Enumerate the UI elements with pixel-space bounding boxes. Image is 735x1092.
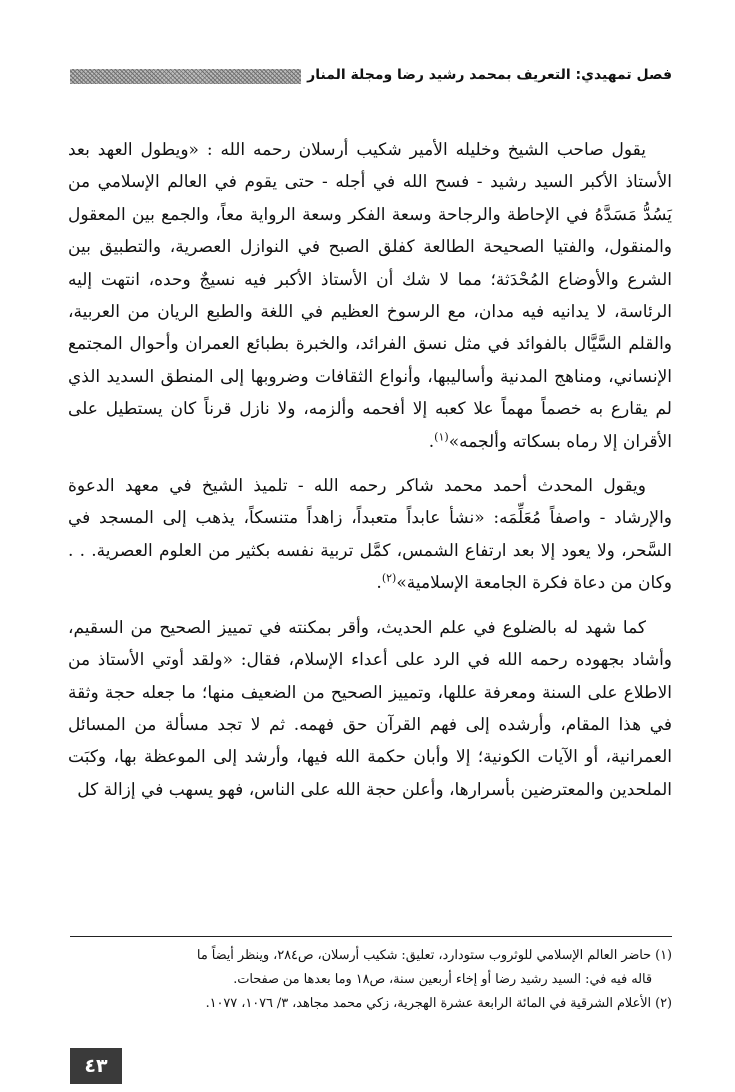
footnote-ref-1: (١)	[434, 430, 449, 443]
header-ornament-band	[70, 69, 301, 84]
page-number: ٤٣	[70, 1048, 122, 1084]
paragraph-shakir-quote	[68, 470, 672, 600]
footnotes	[68, 944, 672, 1016]
footnote-2: (٢) الأعلام الشرقية في المائة الرابعة عشرة الهجرية، زكي محمد مجاهد، ٣/ ١٠٧٦، ١٠٧٧.	[205, 996, 672, 1011]
paragraph-end: .	[428, 431, 435, 452]
paragraph-end: .	[376, 573, 382, 594]
running-header	[70, 60, 672, 90]
footnote-1-continuation: قاله فيه في: السيد رشيد رضا أو إخاء أربعين سنة، ص١٨ وما بعدها من صفحات.	[233, 972, 652, 987]
main-text	[68, 134, 672, 818]
footnote-divider	[70, 936, 672, 937]
footnote-1: (١) حاضر العالم الإسلامي للوثروب ستودارد، تعليق: شكيب أرسلان، ص٢٨٤، وينظر أيضاً ما	[196, 948, 672, 963]
paragraph-arslan-quote	[68, 134, 672, 458]
footnote-ref-2: (٢)	[381, 571, 397, 585]
paragraph-text: كما شهد له بالضلوع في علم الحديث، وأقر بمكنته في تمييز الصحيح من السقيم، وأشاد بجهوده رحمه الله في الرد على أعداء الإسلام، فقال: «ولقد أوتي الأستاذ من الاطلاع على السنة ومعرفة عللها، وتمييز الصحيح من الضعيف منها؛ ما جعله حجة وثقة في هذا المقام، وأرشده إلى فهم القرآن حق فهمه. ثم لا تجد مسألة من المسائل العمرانية، أو الآيات الكونية؛ إلا وأبان حكمة الله فيها، وأرشد إلى الموعظة بها، وكبَت الملحدين والمعترضين بأسرارها، وأعلن حجة الله على الناس، فهو يسهب في إزالة كل	[68, 617, 672, 800]
chapter-title: فصل تمهيدي: التعريف بمحمد رشيد رضا ومجلة المنار	[307, 67, 672, 83]
paragraph-text: يقول صاحب الشيخ وخليله الأمير شكيب أرسلان رحمه الله : «ويطول العهد بعد الأستاذ الأكبر السيد رشيد - فسح الله في أجله - حتى يقوم في العالم الإسلامي من يَسُدُّ مَسَدَّهُ في الإحاطة والرجاحة وسعة الفكر وسعة الرواية معاً، والجمع بين المعقول والمنقول، والفتيا الصحيحة الطالعة كفلق الصبح في النوازل العصرية، والتطبيق بين الشرع والأوضاع المُحْدَثة؛ مما لا شك أن الأستاذ الأكبر فيه نسيجٌ وحده، انتهت إليه الرئاسة، لا يدانيه فيه مدان، مع الرسوخ العظيم في اللغة والطبع الريان من العربية، والقلم السَّيَّال بالفوائد في مثل نسق الفرائد، والخبرة بطبائع العمران وأحوال المجتمع الإنساني، ومناهج المدنية وأساليبها، وأنواع الثقافات وضروبها إلى المنطق السديد الذي لم يقارع به خصماً مهماً علا كعبه إلا أفحمه وألزمه، ولا نازل قرناً كان يستطيل على الأقران إلا رماه بسكاته وألجمه»	[68, 140, 672, 452]
paragraph-text: ويقول المحدث أحمد محمد شاكر رحمه الله - تلميذ الشيخ في معهد الدعوة والإرشاد - واصفاً مُعَلِّمَه: «نشأ عابداً متعبداً، زاهداً متنسكاً، يذهب إلى المسجد في السَّحر، ولا يعود إلا بعد ارتفاع الشمس، كمَّل تربية نفسه بكثير من العلوم العصرية. . . وكان من دعاة فكرة الجامعة الإسلامية»	[68, 476, 672, 594]
paragraph-hadith-testimony	[68, 612, 672, 806]
